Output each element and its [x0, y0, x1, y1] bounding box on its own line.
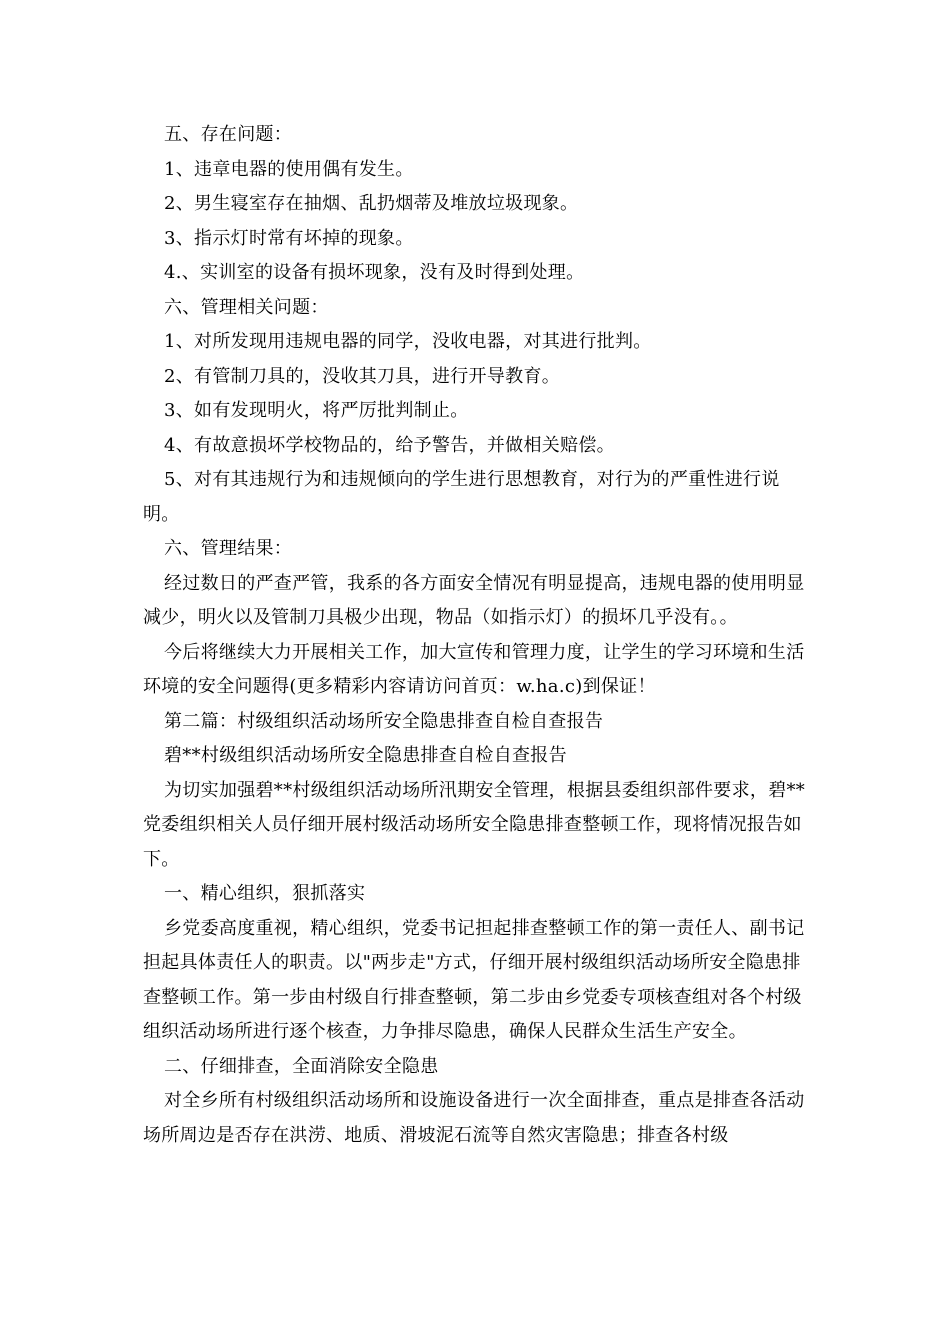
- paragraph: 3、指示灯时常有坏掉的现象。: [164, 227, 414, 249]
- section-heading: 六、管理相关问题：: [164, 296, 329, 318]
- section-heading: 二、仔细排查，全面消除安全隐患: [164, 1055, 439, 1077]
- report-title: 碧**村级组织活动场所安全隐患排查自检自查报告: [164, 745, 567, 766]
- paragraph: 对全乡所有村级组织活动场所和设施设备进行一次全面排查，重点是排查各活动场所周边是否存在洪涝、地质、滑坡泥石流等自然灾害隐患；排查各村级: [143, 1090, 805, 1146]
- paragraph: 1、对所发现用违规电器的同学，没收电器，对其进行批判。: [164, 331, 652, 352]
- section-heading: 一、精心组织，狠抓落实: [164, 883, 366, 904]
- paragraph: 1、违章电器的使用偶有发生。: [164, 158, 414, 180]
- document-body: [143, 118, 808, 1153]
- section-heading: 五、存在问题：: [164, 124, 293, 145]
- paragraph: 今后将继续大力开展相关工作，加大宣传和管理力度，让学生的学习环境和生活环境的安全问题得(更多精彩内容请访问首页：w.ha.c)到保证！: [143, 641, 805, 697]
- paragraph: 为切实加强碧**村级组织活动场所汛期安全管理，根据县委组织部件要求，碧**党委组织相关人员仔细开展村级活动场所安全隐患排查整顿工作，现将情况报告如下。: [143, 779, 806, 870]
- paragraph: 经过数日的严查严管，我系的各方面安全情况有明显提高，违规电器的使用明显减少，明火以及管制刀具极少出现，物品（如指示灯）的损坏几乎没有。。: [143, 572, 805, 628]
- paragraph: 2、有管制刀具的，没收其刀具，进行开导教育。: [164, 365, 561, 387]
- paragraph: 乡党委高度重视，精心组织，党委书记担起排查整顿工作的第一责任人、副书记担起具体责任人的职责。以"两步走"方式，仔细开展村级组织活动场所安全隐患排查整顿工作。第一步由村级自行排查整顿，第二步由乡党委专项核查组对各个村级组织活动场所进行逐个核查，力争排尽隐患，确保人民群众生活生产安全。: [143, 917, 805, 1042]
- paragraph: 4、有故意损坏学校物品的，给予警告，并做相关赔偿。: [164, 434, 615, 456]
- article-title: 第二篇：村级组织活动场所安全隐患排查自检自查报告: [164, 710, 604, 732]
- section-heading: 六、管理结果：: [164, 538, 293, 559]
- paragraph: 2、男生寝室存在抽烟、乱扔烟蒂及堆放垃圾现象。: [164, 193, 579, 214]
- paragraph: 3、如有发现明火，将严厉批判制止。: [164, 400, 469, 421]
- paragraph: 5、对有其违规行为和违规倾向的学生进行思想教育，对行为的严重性进行说明。: [143, 469, 780, 525]
- paragraph: 4.、实训室的设备有损坏现象，没有及时得到处理。: [164, 262, 585, 283]
